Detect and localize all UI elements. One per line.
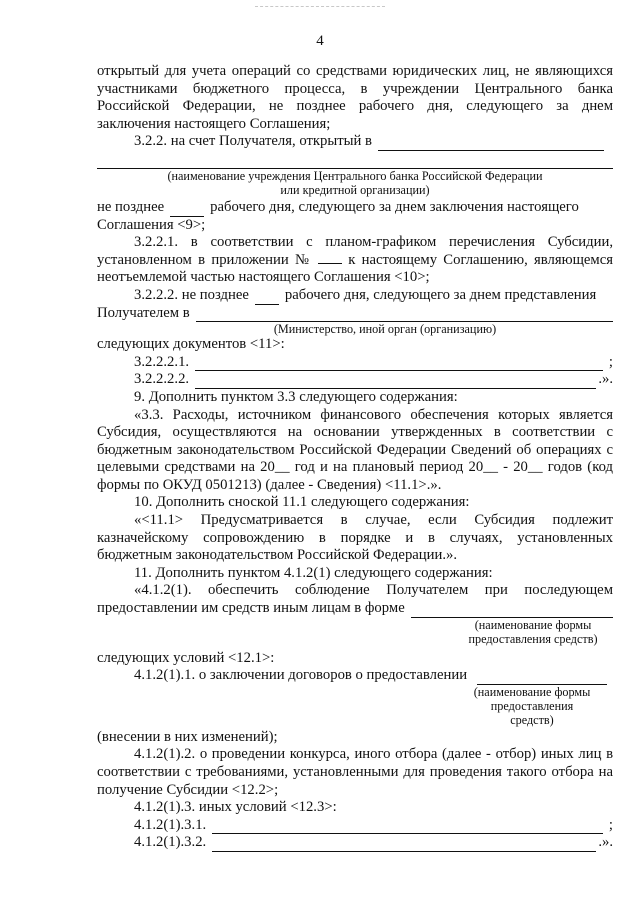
- clause-4-1-2-1-conditions: следующих условий <12.1>:: [97, 649, 275, 666]
- caption-bank: (наименование учреждения Центрального банка Российской Федерации или кредитной организации): [167, 168, 543, 197]
- appendix-number-blank[interactable]: [318, 252, 342, 264]
- clause-3-2-2-2: 3.2.2.2. не позднее рабочего дня, следующего за днем представления: [134, 286, 597, 303]
- clause-deadline-rest-start: рабочего дня, следующего за днем заключения настоящего: [210, 198, 579, 215]
- clause-3-3: «3.3. Расходы, источником финансового обеспечения которых является Субсидия, осуществляются на основании утвержденных в соответствии с бюджетным законодательством Российской Федерации Сведений об операциях с целевыми средствами на 20__ год и на плановый период 20__ - 20__ годов (код формы по ОКУД 0501213) (далее - Сведения) <11.1>.».: [97, 406, 613, 493]
- document-blank-2[interactable]: [195, 375, 596, 389]
- clause-4-1-2-1-1: 4.1.2(1).1. о заключении договоров о предоставлении: [97, 667, 613, 685]
- paragraph-account-intro: открытый для учета операций со средствами юридических лиц, не являющихся участниками бюджетного процесса, в учреждении Центрального банка Российской Федерации, не позднее рабочего дня, следующего за днем заключения настоящего Соглашения;: [97, 63, 613, 132]
- caption-form2: (наименование формы предоставления средств): [473, 684, 591, 727]
- clause-4-1-2-1: «4.1.2(1). обеспечить соблюдение Получателем при последующем: [134, 582, 613, 599]
- clause-4-1-2-1-3-2: 4.1.2(1).3.2. .».: [134, 834, 613, 851]
- days-blank-2[interactable]: [255, 291, 279, 305]
- clause-deadline: не позднее рабочего дня, следующего за днем заключения настоящего: [97, 198, 579, 215]
- clause-3-2-2-2-1: 3.2.2.2.1. ;: [134, 353, 613, 370]
- days-blank[interactable]: [170, 203, 204, 217]
- ministry-blank[interactable]: [196, 308, 613, 322]
- document-body: [97, 63, 613, 852]
- clause-4-1-2-1-3-1: 4.1.2(1).3.1. ;: [134, 816, 613, 833]
- clause-3-2-2-2-recipient: Получателем в: [97, 305, 613, 323]
- bank-name-blank-line2[interactable]: [97, 155, 613, 169]
- caption-ministry: (Министерство, иной орган (организацию): [273, 322, 497, 337]
- clause-3-2-2-text: 3.2.2. на счет Получателя, открытый в: [134, 133, 372, 150]
- condition-blank-1[interactable]: [212, 820, 603, 834]
- clause-4-1-2-1-form: предоставлении им средств иным лицам в форме: [97, 600, 613, 618]
- clause-3-2-2-2-2: 3.2.2.2.2. .».: [134, 371, 613, 388]
- clause-4-1-2-1-3: 4.1.2(1).3. иных условий <12.3>:: [134, 799, 337, 816]
- item-10: 10. Дополнить сноской 11.1 следующего содержания:: [134, 494, 470, 511]
- caption-form-wrap: [97, 618, 613, 646]
- document-blank-1[interactable]: [195, 357, 603, 371]
- contract-form-blank[interactable]: [477, 671, 607, 685]
- clause-4-1-2-1-1-end: (внесении в них изменений);: [97, 728, 278, 745]
- form-blank[interactable]: [411, 604, 613, 618]
- clause-3-2-2-2-docs: следующих документов <11>:: [97, 336, 285, 353]
- item-9: 9. Дополнить пунктом 3.3 следующего содержания:: [134, 388, 458, 405]
- clause-4-1-2-1-2: 4.1.2(1).2. о проведении конкурса, иного отбора (далее - отбор) иных лиц в соответствии с требованиями, установленными для проведения такого отбора на получение Субсидии <12.2>;: [97, 746, 613, 798]
- caption-form2-wrap: [97, 685, 613, 727]
- condition-blank-2[interactable]: [212, 838, 596, 852]
- clause-deadline-rest: Соглашения <9>;: [97, 216, 206, 233]
- item-11: 11. Дополнить пунктом 4.1.2(1) следующего содержания:: [134, 564, 493, 581]
- footnote-11-1: «<11.1> Предусматривается в случае, если Субсидия подлежит казначейскому сопровождению в порядке и в случаях, установленных бюджетным законодательством Российской Федерации.».: [97, 512, 613, 564]
- page-number: 4: [316, 33, 324, 49]
- clause-3-2-2-1: 3.2.2.1. в соответствии с планом-графиком перечисления Субсидии, установленном в приложении № к настоящему Соглашению, являющемся неотъемлемой частью настоящего Соглашения <10>;: [97, 234, 613, 286]
- bank-name-blank[interactable]: [378, 137, 604, 151]
- clause-3-2-2: [97, 133, 613, 151]
- scan-top-mark: [255, 6, 385, 7]
- caption-form: (наименование формы предоставления средств): [468, 617, 598, 646]
